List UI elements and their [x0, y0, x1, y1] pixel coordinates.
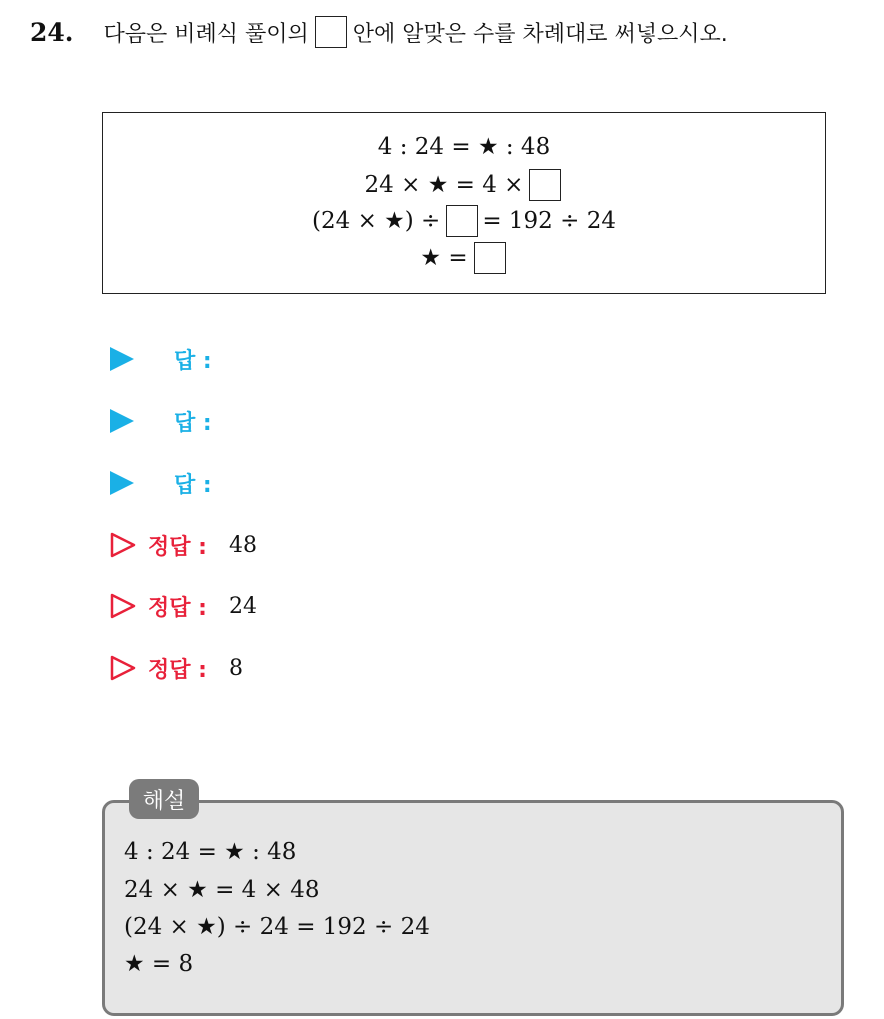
- solution-line-3: (24 × ★) ÷ 24 = 192 ÷ 24: [124, 914, 430, 940]
- blank-box-2[interactable]: [446, 205, 478, 237]
- answer-row-2[interactable]: [110, 404, 212, 438]
- correct-answer-row-2: [110, 589, 257, 623]
- correct-answer-value: 48: [228, 532, 257, 558]
- equation-4-text: ★ =: [420, 245, 468, 271]
- solution-line-4: ★ = 8: [124, 951, 194, 977]
- play-triangle-icon: [110, 347, 134, 371]
- play-triangle-icon: [110, 409, 134, 433]
- equation-box: [102, 112, 826, 294]
- equation-3-right-text: = 192 ÷ 24: [482, 208, 616, 234]
- answer-row-3[interactable]: [110, 466, 212, 500]
- solution-box: [102, 800, 844, 1016]
- correct-answer-label: 정답 :: [148, 595, 207, 621]
- answer-label: 답 :: [174, 472, 212, 498]
- correct-answer-row-3: [110, 651, 243, 685]
- blank-box-3[interactable]: [474, 242, 506, 274]
- equation-line-4: [103, 241, 825, 275]
- blank-box-icon: [315, 16, 347, 48]
- outline-triangle-icon: [110, 532, 136, 558]
- solution-tag: 해설: [129, 779, 199, 819]
- outline-triangle-icon: [110, 593, 136, 619]
- solution-line-1: 4 : 24 = ★ : 48: [124, 839, 297, 865]
- correct-answer-label: 정답 :: [148, 534, 207, 560]
- correct-answer-label: 정답 :: [148, 657, 207, 683]
- question-text: [104, 16, 728, 48]
- equation-3-left-text: (24 × ★) ÷: [312, 208, 441, 234]
- equation-1-text: 4 : 24 = ★ : 48: [377, 134, 551, 160]
- equation-line-3: [103, 204, 825, 238]
- answer-label: 답 :: [174, 348, 212, 374]
- play-triangle-icon: [110, 471, 134, 495]
- answer-label: 답 :: [174, 410, 212, 436]
- equation-line-1: [103, 130, 825, 164]
- solution-line-2: 24 × ★ = 4 × 48: [124, 877, 320, 903]
- outline-triangle-icon: [110, 655, 136, 681]
- correct-answer-row-1: [110, 528, 257, 562]
- equation-2-text: 24 × ★ = 4 ×: [364, 172, 524, 198]
- correct-answer-value: 24: [228, 593, 257, 619]
- correct-answer-value: 8: [228, 655, 243, 681]
- question-number: 24.: [30, 17, 74, 47]
- question-text-after: 안에 알맞은 수를 차례대로 써넣으시오.: [352, 21, 728, 47]
- blank-box-1[interactable]: [529, 169, 561, 201]
- question-text-before: 다음은 비례식 풀이의: [103, 21, 309, 47]
- question-header: [30, 16, 728, 48]
- equation-line-2: [103, 168, 825, 202]
- answer-row-1[interactable]: [110, 342, 212, 376]
